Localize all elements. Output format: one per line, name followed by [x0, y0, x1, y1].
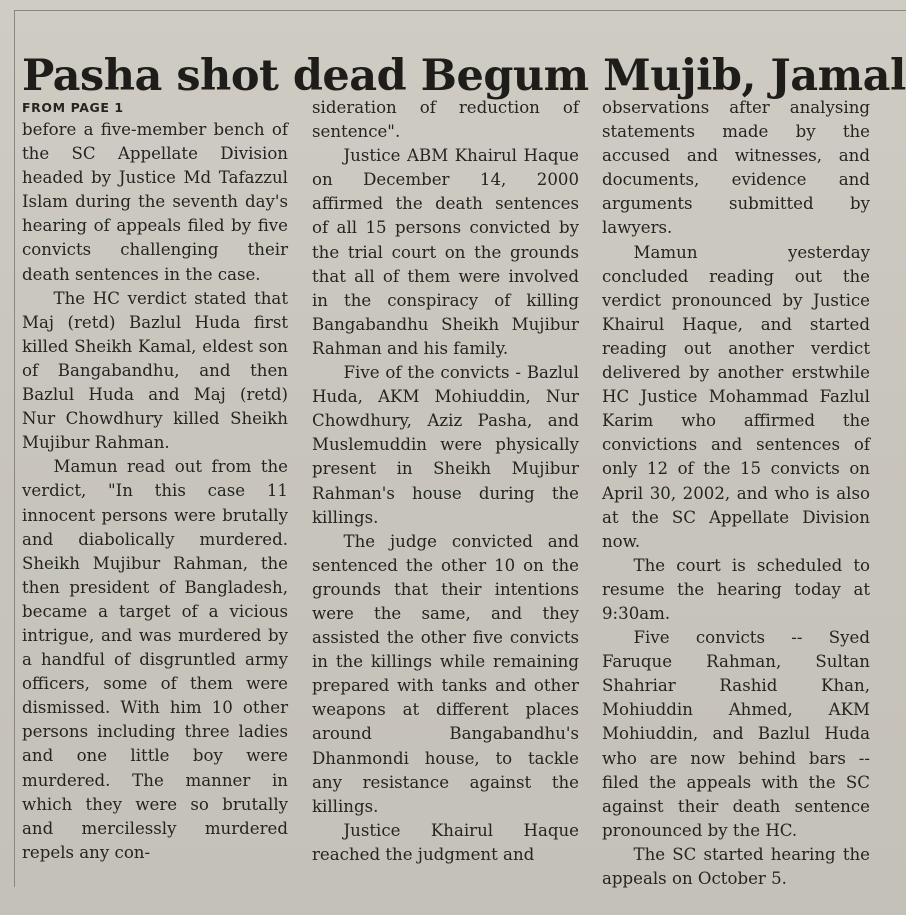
headline: Pasha shot dead Begum Mujib, Jamal: [22, 50, 906, 101]
dateline: FROM PAGE 1: [22, 100, 124, 115]
paragraph: Five convicts -- Syed Faruque Rahman, Sultan Shahriar Rashid Khan, Mohiuddin Ahmed, AKM Mohiuddin, and Bazlul Huda who are now behind bars -- filed the appeals with the SC against their death sentence pronounced by the HC.: [602, 628, 870, 840]
top-rule: [14, 10, 906, 11]
paragraph: before a five-member bench of the SC Appellate Division headed by Justice Md Tafazzul Islam during the seventh day's hearing of appeals filed by five convicts challenging their death sentences in the case.: [22, 120, 288, 284]
paragraph: The HC verdict stated that Maj (retd) Bazlul Huda first killed Sheikh Kamal, eldest son of Bangabandhu, and then Bazlul Huda and Maj (retd) Nur Chowdhury killed Sheikh Mujibur Rahman.: [22, 288, 288, 453]
paragraph: Five of the convicts - Bazlul Huda, AKM Mohiuddin, Nur Chowdhury, Aziz Pasha, and Muslemuddin were physically present in Sheikh Mujibur Rahman's house during the killings.: [312, 363, 579, 527]
column-1: [22, 96, 288, 865]
paragraph: Mamun yesterday concluded reading out the verdict pronounced by Justice Khairul Haque, and started reading out another verdict delivered by another erstwhile HC Justice Mohammad Fazlul Karim who affirmed the convictions and sentences of only 12 of the 15 convicts on April 30, 2002, and who is also at the SC Appellate Division now.: [602, 242, 870, 551]
paragraph: Justice ABM Khairul Haque on December 14, 2000 affirmed the death sentences of all 15 persons convicted by the trial court on the grounds that all of them were involved in the conspiracy of killing Bangabandhu Sheikh Mujibur Rahman and his family.: [312, 146, 579, 358]
paragraph: The judge convicted and sentenced the other 10 on the grounds that their intentions were the same, and they assisted the other five convicts in the killings while remaining prepared with tanks and other weapons at different places around Bangabandhu's Dhanmondi house, to tackle any resistance against the killings.: [312, 531, 579, 816]
column-3: [602, 96, 870, 891]
paragraph: observations after analysing statements made by the accused and witnesses, and documents, evidence and arguments submitted by lawyers.: [602, 98, 870, 238]
paragraph: Mamun read out from the verdict, "In this case 11 innocent persons were brutally and diabolically murdered. Sheikh Mujibur Rahman, the then president of Bangladesh, became a target of a vicious intrigue, and was murdered by a handful of disgruntled army officers, some of them were dismissed. With him 10 other persons including three ladies and one little boy were murdered. The manner in which they were so brutally and mercilessly murdered repels any con-: [22, 457, 288, 862]
left-rule: [14, 10, 15, 887]
column-2: [312, 96, 579, 867]
paragraph: Justice Khairul Haque reached the judgment and: [312, 820, 579, 864]
paragraph: sideration of reduction of sentence".: [312, 98, 579, 142]
paragraph: The SC started hearing the appeals on October 5.: [602, 844, 870, 888]
paragraph: The court is scheduled to resume the hearing today at 9:30am.: [602, 555, 870, 623]
